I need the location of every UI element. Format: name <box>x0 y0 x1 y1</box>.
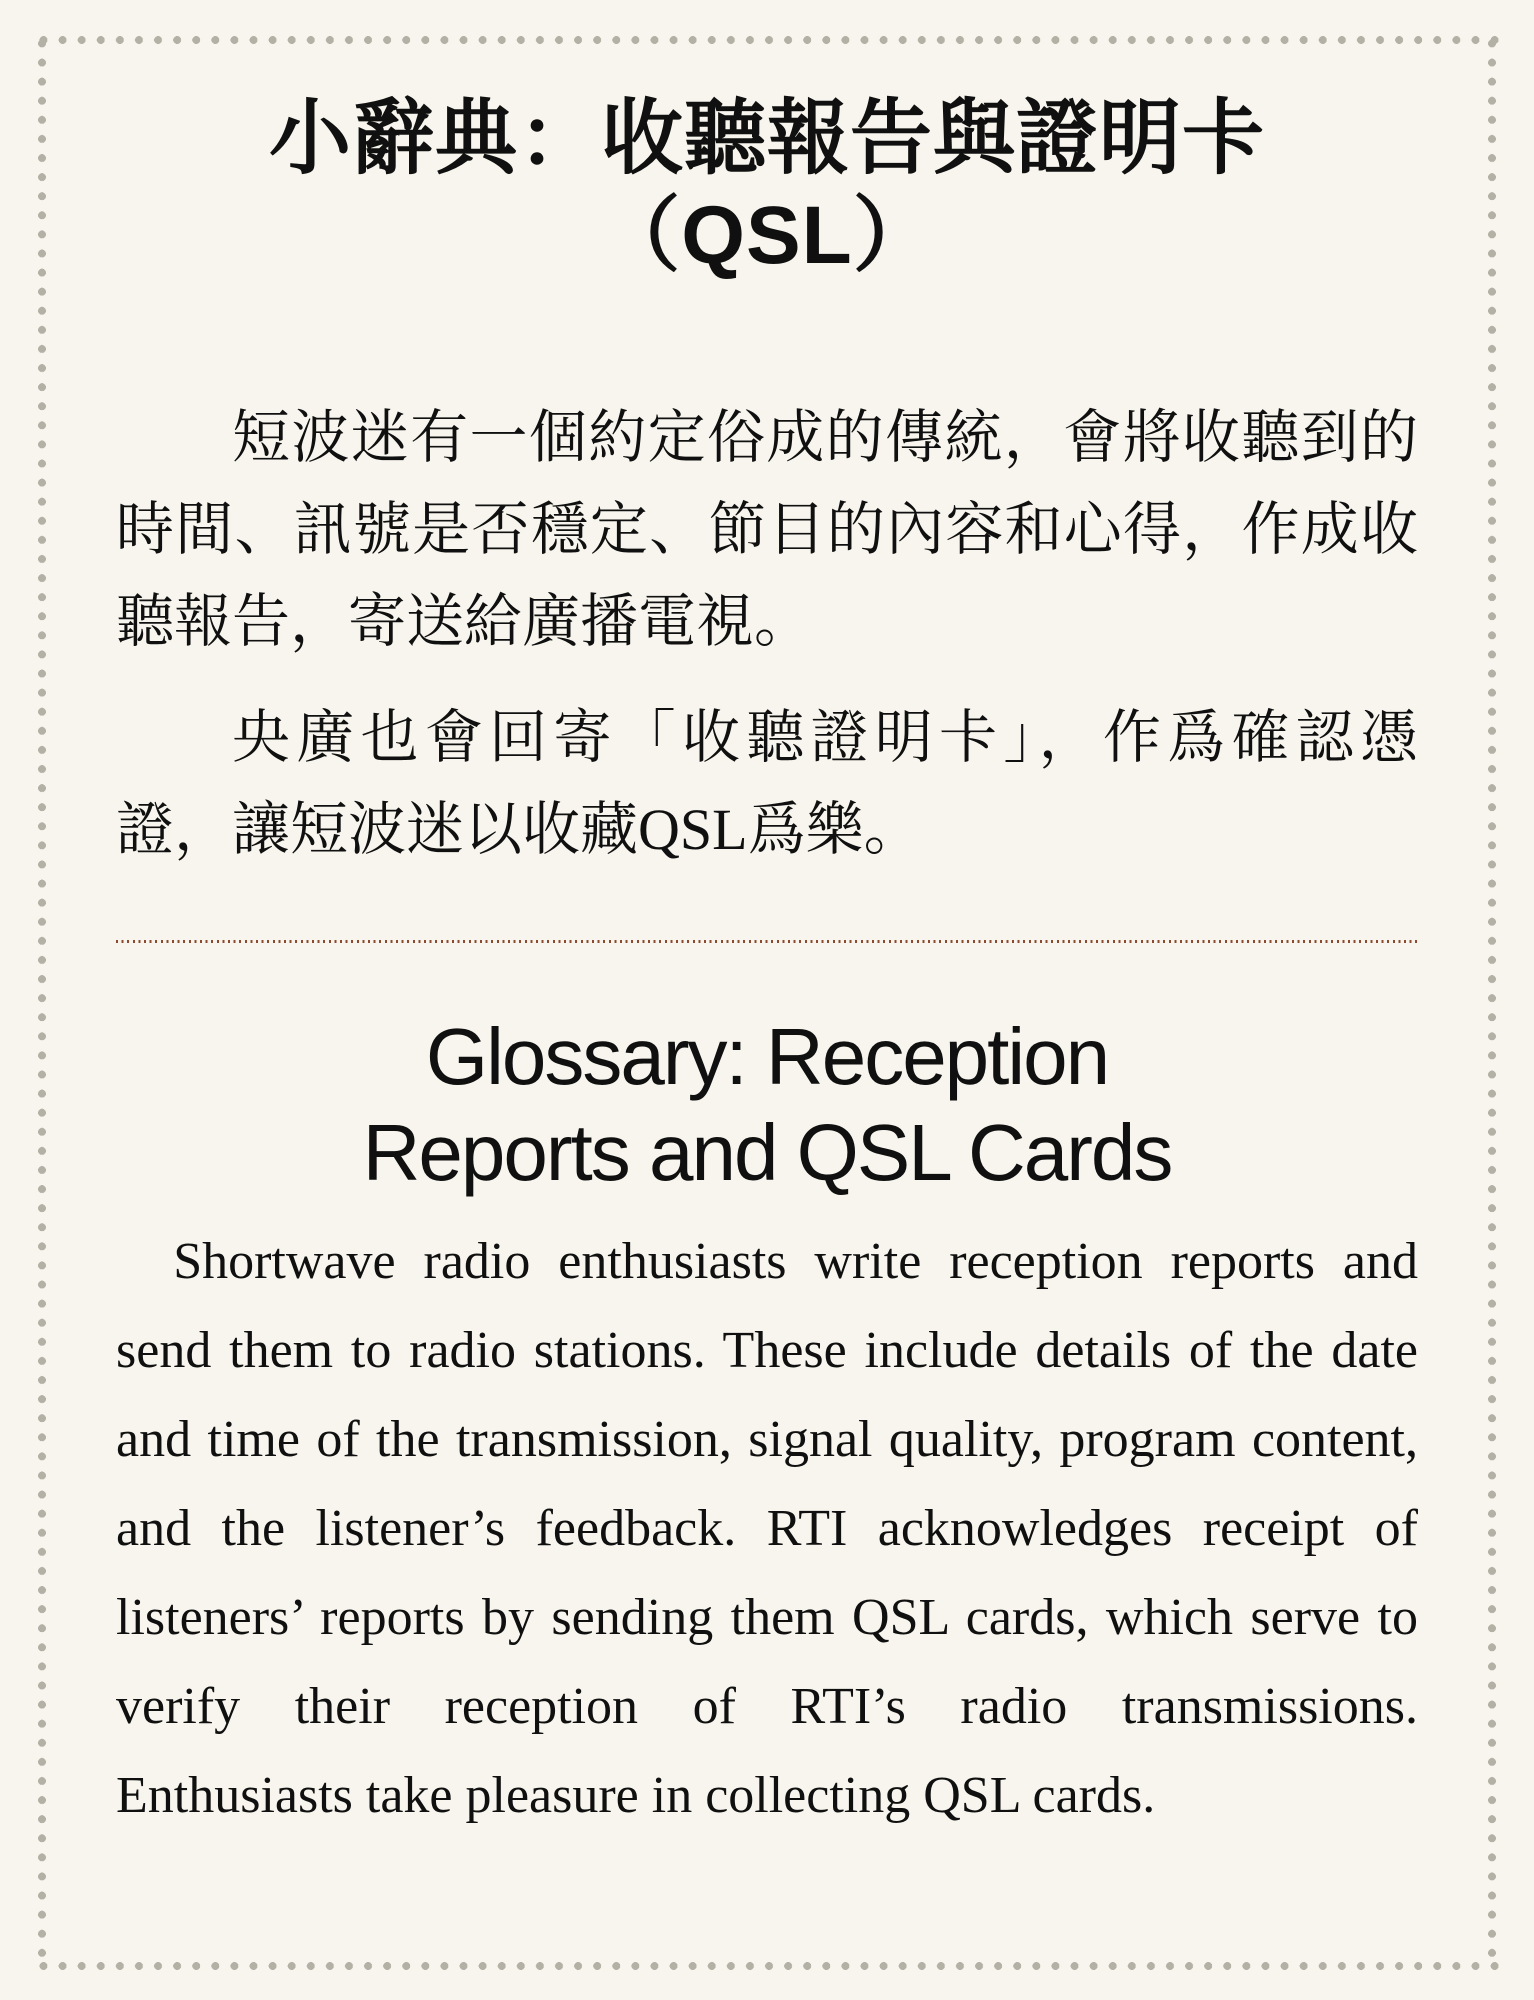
english-title-line2: Reports and QSL Cards <box>362 1108 1172 1197</box>
chinese-title-line2: （QSL） <box>598 190 936 281</box>
chinese-paragraph-2: 央廣也會回寄「收聽證明卡」，作爲確認憑證，讓短波迷以收藏QSL爲樂。 <box>116 705 1418 862</box>
page-border-right <box>1486 34 1498 1966</box>
page-border-left <box>36 34 48 1966</box>
chinese-paragraph-1: 短波迷有一個約定俗成的傳統，會將收聽到的時間、訊號是否穩定、節目的內容和心得，作成收聽報告，寄送給廣播電視。 <box>116 405 1418 654</box>
page-border-top <box>34 34 1500 46</box>
chinese-title <box>116 46 1418 284</box>
section-divider <box>116 940 1418 943</box>
english-paragraph: Shortwave radio enthusiasts write reception reports and send them to radio stations. These include details of the date and time of the transmission, signal quality, program content, and the listener’s feedback. RTI acknowledges receipt of listeners’ reports by sending them QSL cards, which serve to verify their reception of RTI’s radio transmissions. Enthusiasts take pleasure in collecting QSL cards. <box>116 1233 1418 1824</box>
english-title <box>116 1009 1418 1201</box>
english-title-line1: Glossary: Reception <box>425 1012 1109 1101</box>
chinese-title-line1: 小辭典：收聽報告與證明卡 <box>268 93 1265 184</box>
page-content <box>116 46 1418 1840</box>
page-border-bottom <box>34 1960 1500 1972</box>
